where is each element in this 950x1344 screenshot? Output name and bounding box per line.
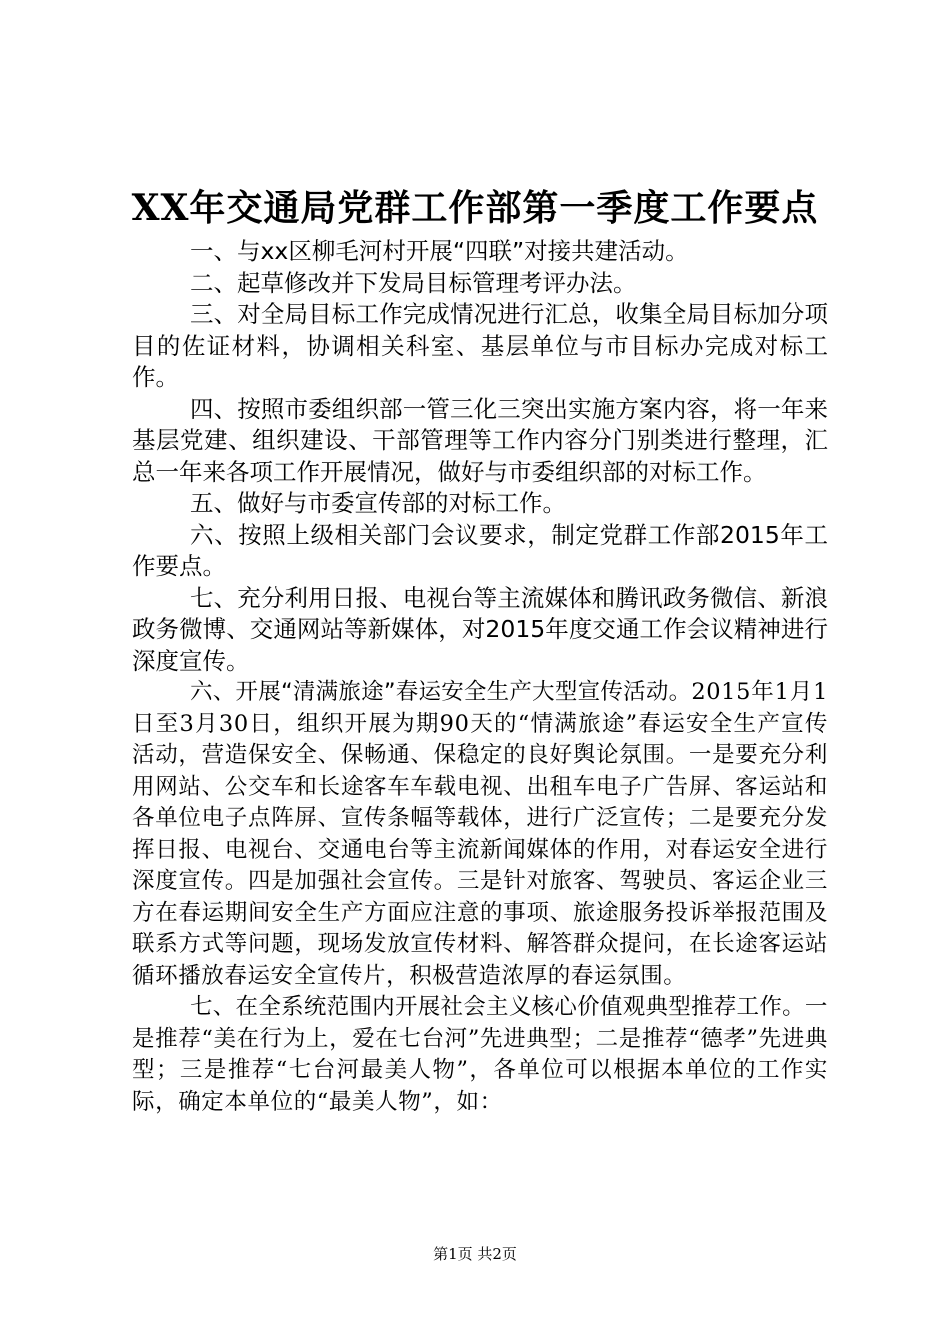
item-seven-lead: 七、在全系统范围内开展社会主义核心价值观典型推荐工作。 bbox=[190, 994, 805, 1020]
paragraph-5: 五、做好与市委宣传部的对标工作。 bbox=[190, 489, 566, 517]
paragraph-7: 七、充分利用日报、电视台等主流媒体和腾讯政务微信、新浪政务微博、交通网站等新媒体，对2015年度交通工作会议精神进行深度宣传。 bbox=[132, 583, 828, 675]
paragraph-6: 六、按照上级相关部门会议要求，制定党群工作部2015年工作要点。 bbox=[132, 520, 828, 580]
item-six-lead: 六、开展“清满旅途”春运安全生产大型宣传活动。 bbox=[190, 679, 692, 705]
paragraph-1: 一、与xx区柳毛河村开展“四联”对接共建活动。 bbox=[190, 237, 689, 265]
item-six-body: 2015年1月1日至3月30日，组织开展为期90天的“情满旅途”春运安全生产宣传活动，营造保安全、保畅通、保稳定的良好舆论氛围。一是要充分利用网站、公交车和长途客车车载电视、出租车电子广告屏、客运站和各单位电子点阵屏、宣传条幅等载体，进行广泛宣传；二是要充分发挥日报、电视台、交通电台等主流新闻媒体的作用，对春运安全进行深度宣传。四是加强社会宣传。三是针对旅客、驾驶员、客运企业三方在春运期间安全生产方面应注意的事项、旅途服务投诉举报范围及联系方式等问题，现场发放宣传材料、解答群众提问，在长途客运站循环播放春运安全宣传片，积极营造浓厚的春运氛围。 bbox=[132, 679, 828, 989]
document-body bbox=[132, 236, 828, 1118]
document-title: XX年交通局党群工作部第一季度工作要点 bbox=[131, 187, 819, 229]
page-number: 第1页 共2页 bbox=[433, 1245, 517, 1263]
item-seven-body: 一是推荐“美在行为上，爱在七台河”先进典型；二是推荐“德孝”先进典型；三是推荐“七台河最美人物”，各单位可以根据本单位的工作实际，确定本单位的“最美人物”，如： bbox=[132, 994, 828, 1115]
paragraph-4: 四、按照市委组织部一管三化三突出实施方案内容，将一年来基层党建、组织建设、干部管理等工作内容分门别类进行整理，汇总一年来各项工作开展情况，做好与市委组织部的对标工作。 bbox=[132, 394, 828, 486]
paragraph-3: 三、对全局目标工作完成情况进行汇总，收集全局目标加分项目的佐证材料，协调相关科室、基层单位与市目标办完成对标工作。 bbox=[132, 300, 828, 391]
paragraph-2: 二、起草修改并下发局目标管理考评办法。 bbox=[190, 268, 637, 297]
paragraph-item-seven bbox=[132, 992, 828, 1118]
paragraph-item-six bbox=[132, 677, 828, 992]
